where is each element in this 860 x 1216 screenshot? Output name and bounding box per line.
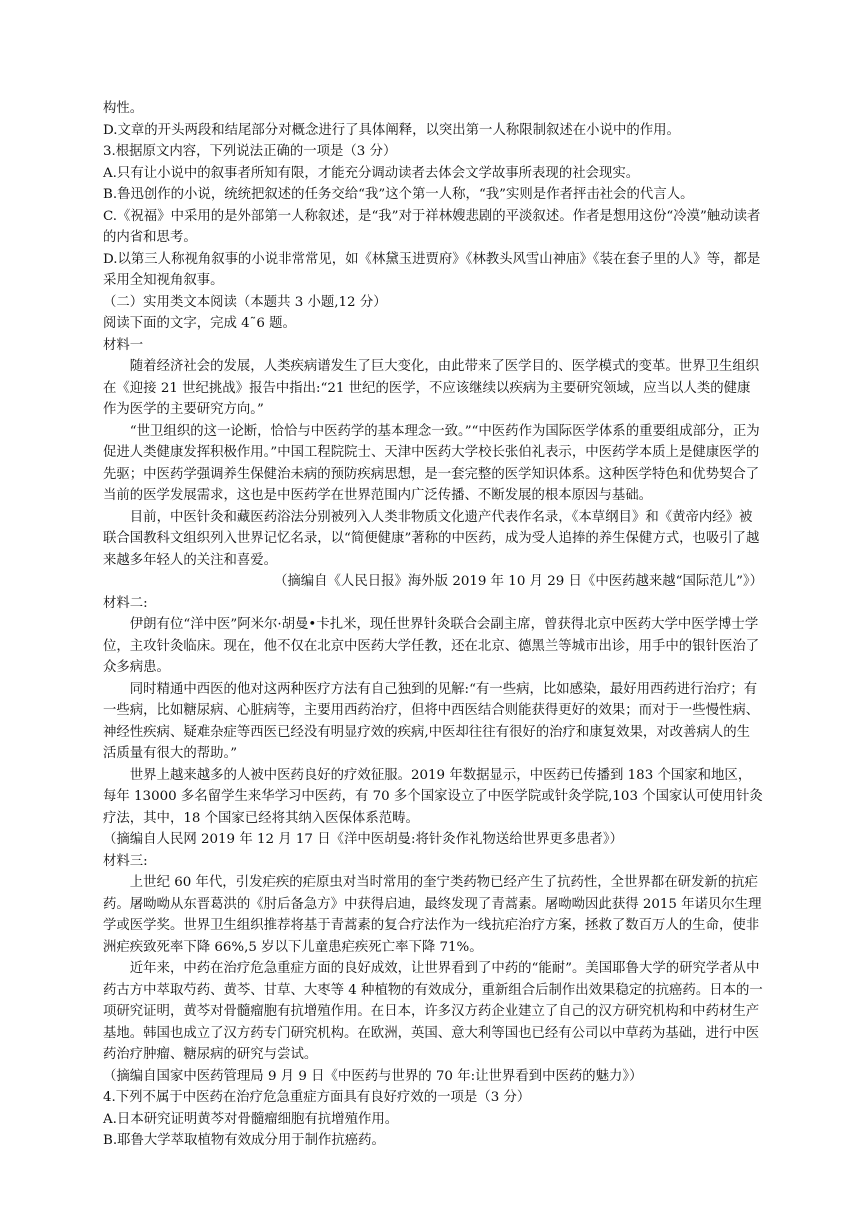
material-1-paragraph-2: “世卫组织的这一论断，恰恰与中医药学的基本理念一致。”“中医药作为国际医学体系的重要组成部分，正为促进人类健康发挥积极作用。”中国工程院院士、天津中医药大学校长张伯礼表示，中医药学本质上是健康医学的先驱；中医药学强调养生保健治未病的预防疾病思想，是一套完整的医学知识体系。这种医学特色和优势契合了当前的医学发展需求，这也是中医药学在世界范围内广泛传播、不断发展的根本原因与基础。 (103, 423, 760, 503)
material-1-heading: 材料一 (103, 337, 144, 353)
material-3-source: （摘编自国家中医药管理局 9 月 9 日《中医药与世界的 70 年:让世界看到中医药的魅力》） (103, 1068, 643, 1084)
question-4-stem: 4.下列不属于中医药在治疗危急重症方面具有良好疗效的一项是（3 分） (103, 1090, 531, 1105)
material-2-paragraph-3: 世界上越来越多的人被中医药良好的疗效征服。2019 年数据显示，中医药已传播到 183 个国家和地区，每年 13000 多名留学生来华学习中医药，有 70 多个国家设立了中医学院或针灸学院,103 个国家认可使用针灸疗法，其中，18 个国家已经将其纳入医保体系范畴。 (103, 767, 763, 826)
material-1-paragraph-3: 目前，中医针灸和藏医药浴法分别被列入人类非物质文化遗产代表作名录，《本草纲目》和《黄帝内经》被联合国教科文组织列入世界记忆名录，以“简便健康”著称的中医药，成为受人追捧的养生保健方式，也吸引了越来越多年轻人的关注和喜爱。 (103, 509, 760, 568)
material-1-paragraph-1: 随着经济社会的发展，人类疾病谱发生了巨大变化，由此带来了医学目的、医学模式的变革。世界卫生组织在《迎接 21 世纪挑战》报告中指出:“21 世纪的医学，不应该继续以疾病为主要研究领域，应当以人类的健康作为医学的主要研究方向。” (103, 359, 760, 417)
material-2-paragraph-1: 伊朗有位“洋中医”阿米尔·胡曼•卡扎米，现任世界针灸联合会副主席，曾获得北京中医药大学中医学博士学位，主攻针灸临床。现在，他不仅在北京中医药大学任教，还在北京、德黑兰等城市出诊，用手中的银针医治了众多病患。 (103, 617, 760, 675)
q3-option-b: B.鲁迅创作的小说，统统把叙述的任务交给“我”这个第一人称，“我”实则是作者抨击社会的代言人。 (103, 187, 694, 202)
q3-option-c: C.《祝福》中采用的是外部第一人称叙述，是“我”对于祥林嫂悲剧的平淡叙述。作者是想用这份“冷漠”触动读者的内省和思考。 (103, 208, 761, 245)
q3-option-d: D.以第三人称视角叙事的小说非常常见，如《林黛玉进贾府》《林教头风雪山神庙》《装在套子里的人》等，都是采用全知视角叙事。 (103, 251, 761, 288)
material-3-paragraph-2: 近年来，中药在治疗危急重症方面的良好成效，让世界看到了中药的“能耐”。美国耶鲁大学的研究学者从中药古方中萃取芍药、黄芩、甘草、大枣等 4 种植物的有效成分，重新组合后制作出效果稳定的抗癌药。日本的一项研究证明，黄芩对骨髓瘤胞有抗增殖作用。在日本，许多汉方药企业建立了自己的汉方研究机构和中药材生产基地。韩国也成立了汉方药专门研究机构。在欧洲，英国、意大利等国也已经有公司以中草药为基础，进行中医药治疗肿瘤、糖尿病的研究与尝试。 (103, 961, 763, 1062)
question-3-stem: 3.根据原文内容，下列说法正确的一项是（3 分） (103, 144, 397, 159)
reading-instruction: 阅读下面的文字，完成 4˜6 题。 (103, 316, 296, 331)
material-1-source: （摘编自《人民日报》海外版 2019 年 10 月 29 日《中医药越来越“国际范儿”》） (273, 574, 763, 589)
text-body (103, 98, 763, 1152)
q2-option-d: D.文章的开头两段和结尾部分对概念进行了具体阐释，以突出第一人称限制叙述在小说中的作用。 (103, 122, 680, 138)
q2-option-c-tail: 构性。 (103, 101, 144, 116)
section-heading-practical: （二）实用类文本阅读（本题共 3 小题,12 分） (103, 294, 387, 310)
q4-option-a: A.日本研究证明黄芩对骨髓瘤细胞有抗增殖作用。 (103, 1111, 399, 1127)
material-2-source: （摘编自人民网 2019 年 12 月 17 日《洋中医胡曼:将针灸作礼物送给世界更多患者》） (103, 832, 624, 847)
material-3-paragraph-1: 上世纪 60 年代，引发疟疾的疟原虫对当时常用的奎宁类药物已经产生了抗药性，全世界都在研发新的抗疟药。屠呦呦从东晋葛洪的《肘后备急方》中获得启迪，最终发现了青蒿素。屠呦呦因此获得 2015 年诺贝尔生理学或医学奖。世界卫生组织推荐将基于青蒿素的复合疗法作为一线抗疟治疗方案，拯救了数百万人的生命，使非洲疟疾致死率下降 66%,5 岁以下儿童患疟疾死亡率下降 71%。 (103, 875, 762, 955)
q3-option-a: A.只有让小说中的叙事者所知有限，才能充分调动读者去体会文学故事所表现的社会现实。 (103, 165, 640, 181)
material-3-heading: 材料三: (103, 853, 148, 869)
material-2-heading: 材料二: (103, 595, 148, 611)
q4-option-b: B.耶鲁大学萃取植物有效成分用于制作抗癌药。 (103, 1133, 385, 1148)
material-2-paragraph-2: 同时精通中西医的他对这两种医疗方法有自己独到的见解:“有一些病，比如感染，最好用西药进行治疗；有一些病，比如糖尿病、心脏病等，主要用西药治疗，但将中西医结合则能获得更好的效果；而对于一些慢性病、神经性疾病、疑难杂症等西医已经没有明显疗效的疾病,中医却往往有很好的治疗和康复效果，对改善病人的生活质量有很大的帮助。” (103, 681, 760, 761)
